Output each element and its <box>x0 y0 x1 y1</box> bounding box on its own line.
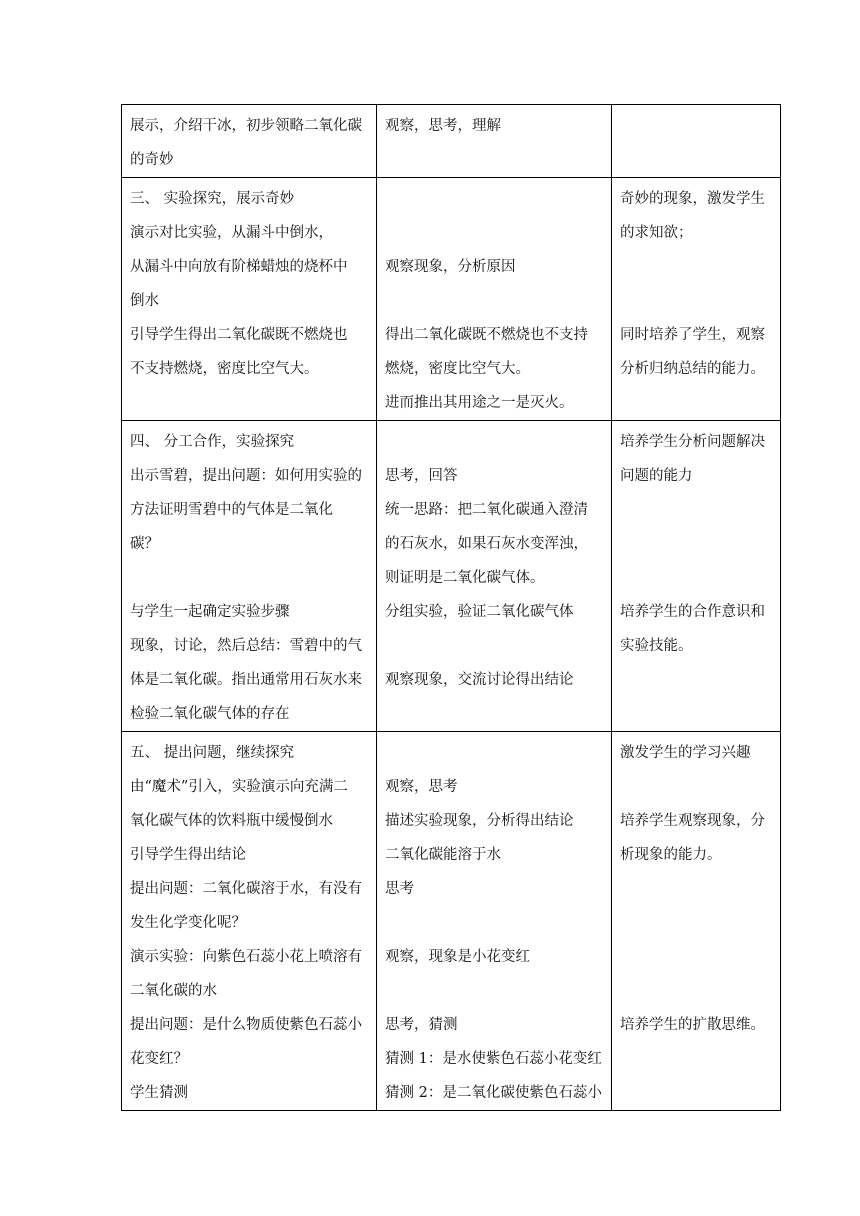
cell-line: 描述实验现象，分析得出结论 <box>385 813 574 829</box>
cell-line: 统一思路：把二氧化碳通入澄清 <box>385 502 588 518</box>
cell-line <box>130 561 370 595</box>
design-intent-cell <box>612 732 781 1111</box>
cell-line: 分组实验，验证二氧化碳气体 <box>385 604 574 620</box>
cell-line: 燃烧，密度比空气大。 <box>385 361 530 377</box>
cell-line <box>385 216 605 250</box>
table-row <box>122 421 781 732</box>
cell-line: 猜测 1：是水使紫色石蕊小花变红 <box>385 1051 602 1067</box>
teacher-activity-cell <box>122 105 377 178</box>
cell-line: 学生猜测 <box>130 1085 188 1101</box>
cell-line: 出示雪碧，提出问题：如何用实验的 <box>130 468 362 484</box>
cell-line: 四、 分工合作，实验探究 <box>130 434 295 450</box>
cell-line: 观察，思考，理解 <box>385 118 501 134</box>
cell-line <box>620 493 774 527</box>
cell-line: 实验技能。 <box>620 638 693 654</box>
cell-line: 与学生一起确定实验步骤 <box>130 604 290 620</box>
cell-line <box>385 697 605 731</box>
cell-line <box>620 1042 774 1076</box>
cell-line <box>385 736 605 770</box>
cell-line: 观察现象，分析原因 <box>385 259 516 275</box>
cell-line <box>385 143 605 177</box>
cell-line <box>620 109 774 143</box>
cell-line <box>620 143 774 177</box>
cell-line <box>620 527 774 561</box>
cell-line: 演示实验：向紫色石蕊小花上喷溶有 <box>130 949 362 965</box>
student-activity-cell <box>377 732 612 1111</box>
cell-line: 则证明是二氧化碳气体。 <box>385 570 545 586</box>
design-intent-cell <box>612 421 781 732</box>
cell-line: 进而推出其用途之一是灭火。 <box>385 395 574 411</box>
cell-line: 提出问题：二氧化碳溶于水，有没有 <box>130 881 362 897</box>
cell-line <box>385 284 605 318</box>
cell-line: 培养学生分析问题解决 <box>620 434 765 450</box>
cell-line <box>385 906 605 940</box>
cell-line <box>620 386 774 420</box>
cell-line <box>620 663 774 697</box>
cell-line: 思考，猜测 <box>385 1017 458 1033</box>
cell-line <box>620 561 774 595</box>
cell-line: 五、 提出问题，继续探究 <box>130 745 295 761</box>
cell-line: 的奇妙 <box>130 152 174 168</box>
cell-line: 引导学生得出结论 <box>130 847 246 863</box>
cell-line <box>620 250 774 284</box>
cell-line: 体是二氧化碳。指出通常用石灰水来 <box>130 672 362 688</box>
cell-line: 激发学生的学习兴趣 <box>620 745 751 761</box>
table-row <box>122 732 781 1111</box>
cell-line: 培养学生的合作意识和 <box>620 604 765 620</box>
cell-line: 引导学生得出二氧化碳既不燃烧也 <box>130 327 348 343</box>
cell-line <box>620 697 774 731</box>
lesson-plan-table <box>121 104 781 1111</box>
cell-line <box>385 974 605 1008</box>
cell-line: 的石灰水，如果石灰水变浑浊， <box>385 536 588 552</box>
design-intent-cell <box>612 178 781 421</box>
cell-line <box>620 770 774 804</box>
cell-line: 花变红？ <box>130 1051 188 1067</box>
cell-line: 猜测 2：是二氧化碳使紫色石蕊小 <box>385 1085 602 1101</box>
cell-line: 的求知欲； <box>620 225 693 241</box>
cell-line <box>620 284 774 318</box>
cell-line: 现象，讨论，然后总结：雪碧中的气 <box>130 638 362 654</box>
cell-line <box>620 872 774 906</box>
cell-line: 三、 实验探究，展示奇妙 <box>130 191 295 207</box>
cell-line: 氧化碳气体的饮料瓶中缓慢倒水 <box>130 813 333 829</box>
cell-line: 由“魔术”引入，实验演示向充满二 <box>130 779 348 795</box>
cell-line <box>385 629 605 663</box>
cell-line: 提出问题：是什么物质使紫色石蕊小 <box>130 1017 362 1033</box>
design-intent-cell <box>612 105 781 178</box>
cell-line: 思考 <box>385 881 414 897</box>
cell-line: 碳？ <box>130 536 159 552</box>
cell-line: 二氧化碳能溶于水 <box>385 847 501 863</box>
cell-line <box>385 425 605 459</box>
cell-line: 观察，现象是小花变红 <box>385 949 530 965</box>
student-activity-cell <box>377 178 612 421</box>
cell-line: 析现象的能力。 <box>620 847 722 863</box>
student-activity-cell <box>377 105 612 178</box>
lesson-plan-body <box>122 105 781 1111</box>
cell-line <box>620 940 774 974</box>
cell-line <box>620 1076 774 1110</box>
cell-line: 观察现象，交流讨论得出结论 <box>385 672 574 688</box>
teacher-activity-cell <box>122 421 377 732</box>
teacher-activity-cell <box>122 732 377 1111</box>
cell-line: 检验二氧化碳气体的存在 <box>130 706 290 722</box>
cell-line <box>130 386 370 420</box>
teacher-activity-cell <box>122 178 377 421</box>
cell-line <box>620 906 774 940</box>
cell-line <box>620 974 774 1008</box>
cell-line <box>385 182 605 216</box>
cell-line: 得出二氧化碳既不燃烧也不支持 <box>385 327 588 343</box>
cell-line: 思考，回答 <box>385 468 458 484</box>
cell-line: 不支持燃烧，密度比空气大。 <box>130 361 319 377</box>
cell-line: 展示，介绍干冰，初步领略二氧化碳 <box>130 118 362 134</box>
cell-line: 分析归纳总结的能力。 <box>620 361 765 377</box>
cell-line: 培养学生的扩散思维。 <box>620 1017 765 1033</box>
cell-line: 培养学生观察现象，分 <box>620 813 765 829</box>
cell-line: 从漏斗中向放有阶梯蜡烛的烧杯中 <box>130 259 348 275</box>
cell-line: 同时培养了学生，观察 <box>620 327 765 343</box>
table-row <box>122 178 781 421</box>
table-row <box>122 105 781 178</box>
cell-line: 奇妙的现象，激发学生 <box>620 191 765 207</box>
cell-line: 问题的能力 <box>620 468 693 484</box>
cell-line: 观察，思考 <box>385 779 458 795</box>
cell-line: 倒水 <box>130 293 159 309</box>
cell-line: 演示对比实验，从漏斗中倒水， <box>130 225 333 241</box>
cell-line: 二氧化碳的水 <box>130 983 217 999</box>
student-activity-cell <box>377 421 612 732</box>
cell-line: 方法证明雪碧中的气体是二氧化 <box>130 502 333 518</box>
cell-line: 发生化学变化呢？ <box>130 915 246 931</box>
